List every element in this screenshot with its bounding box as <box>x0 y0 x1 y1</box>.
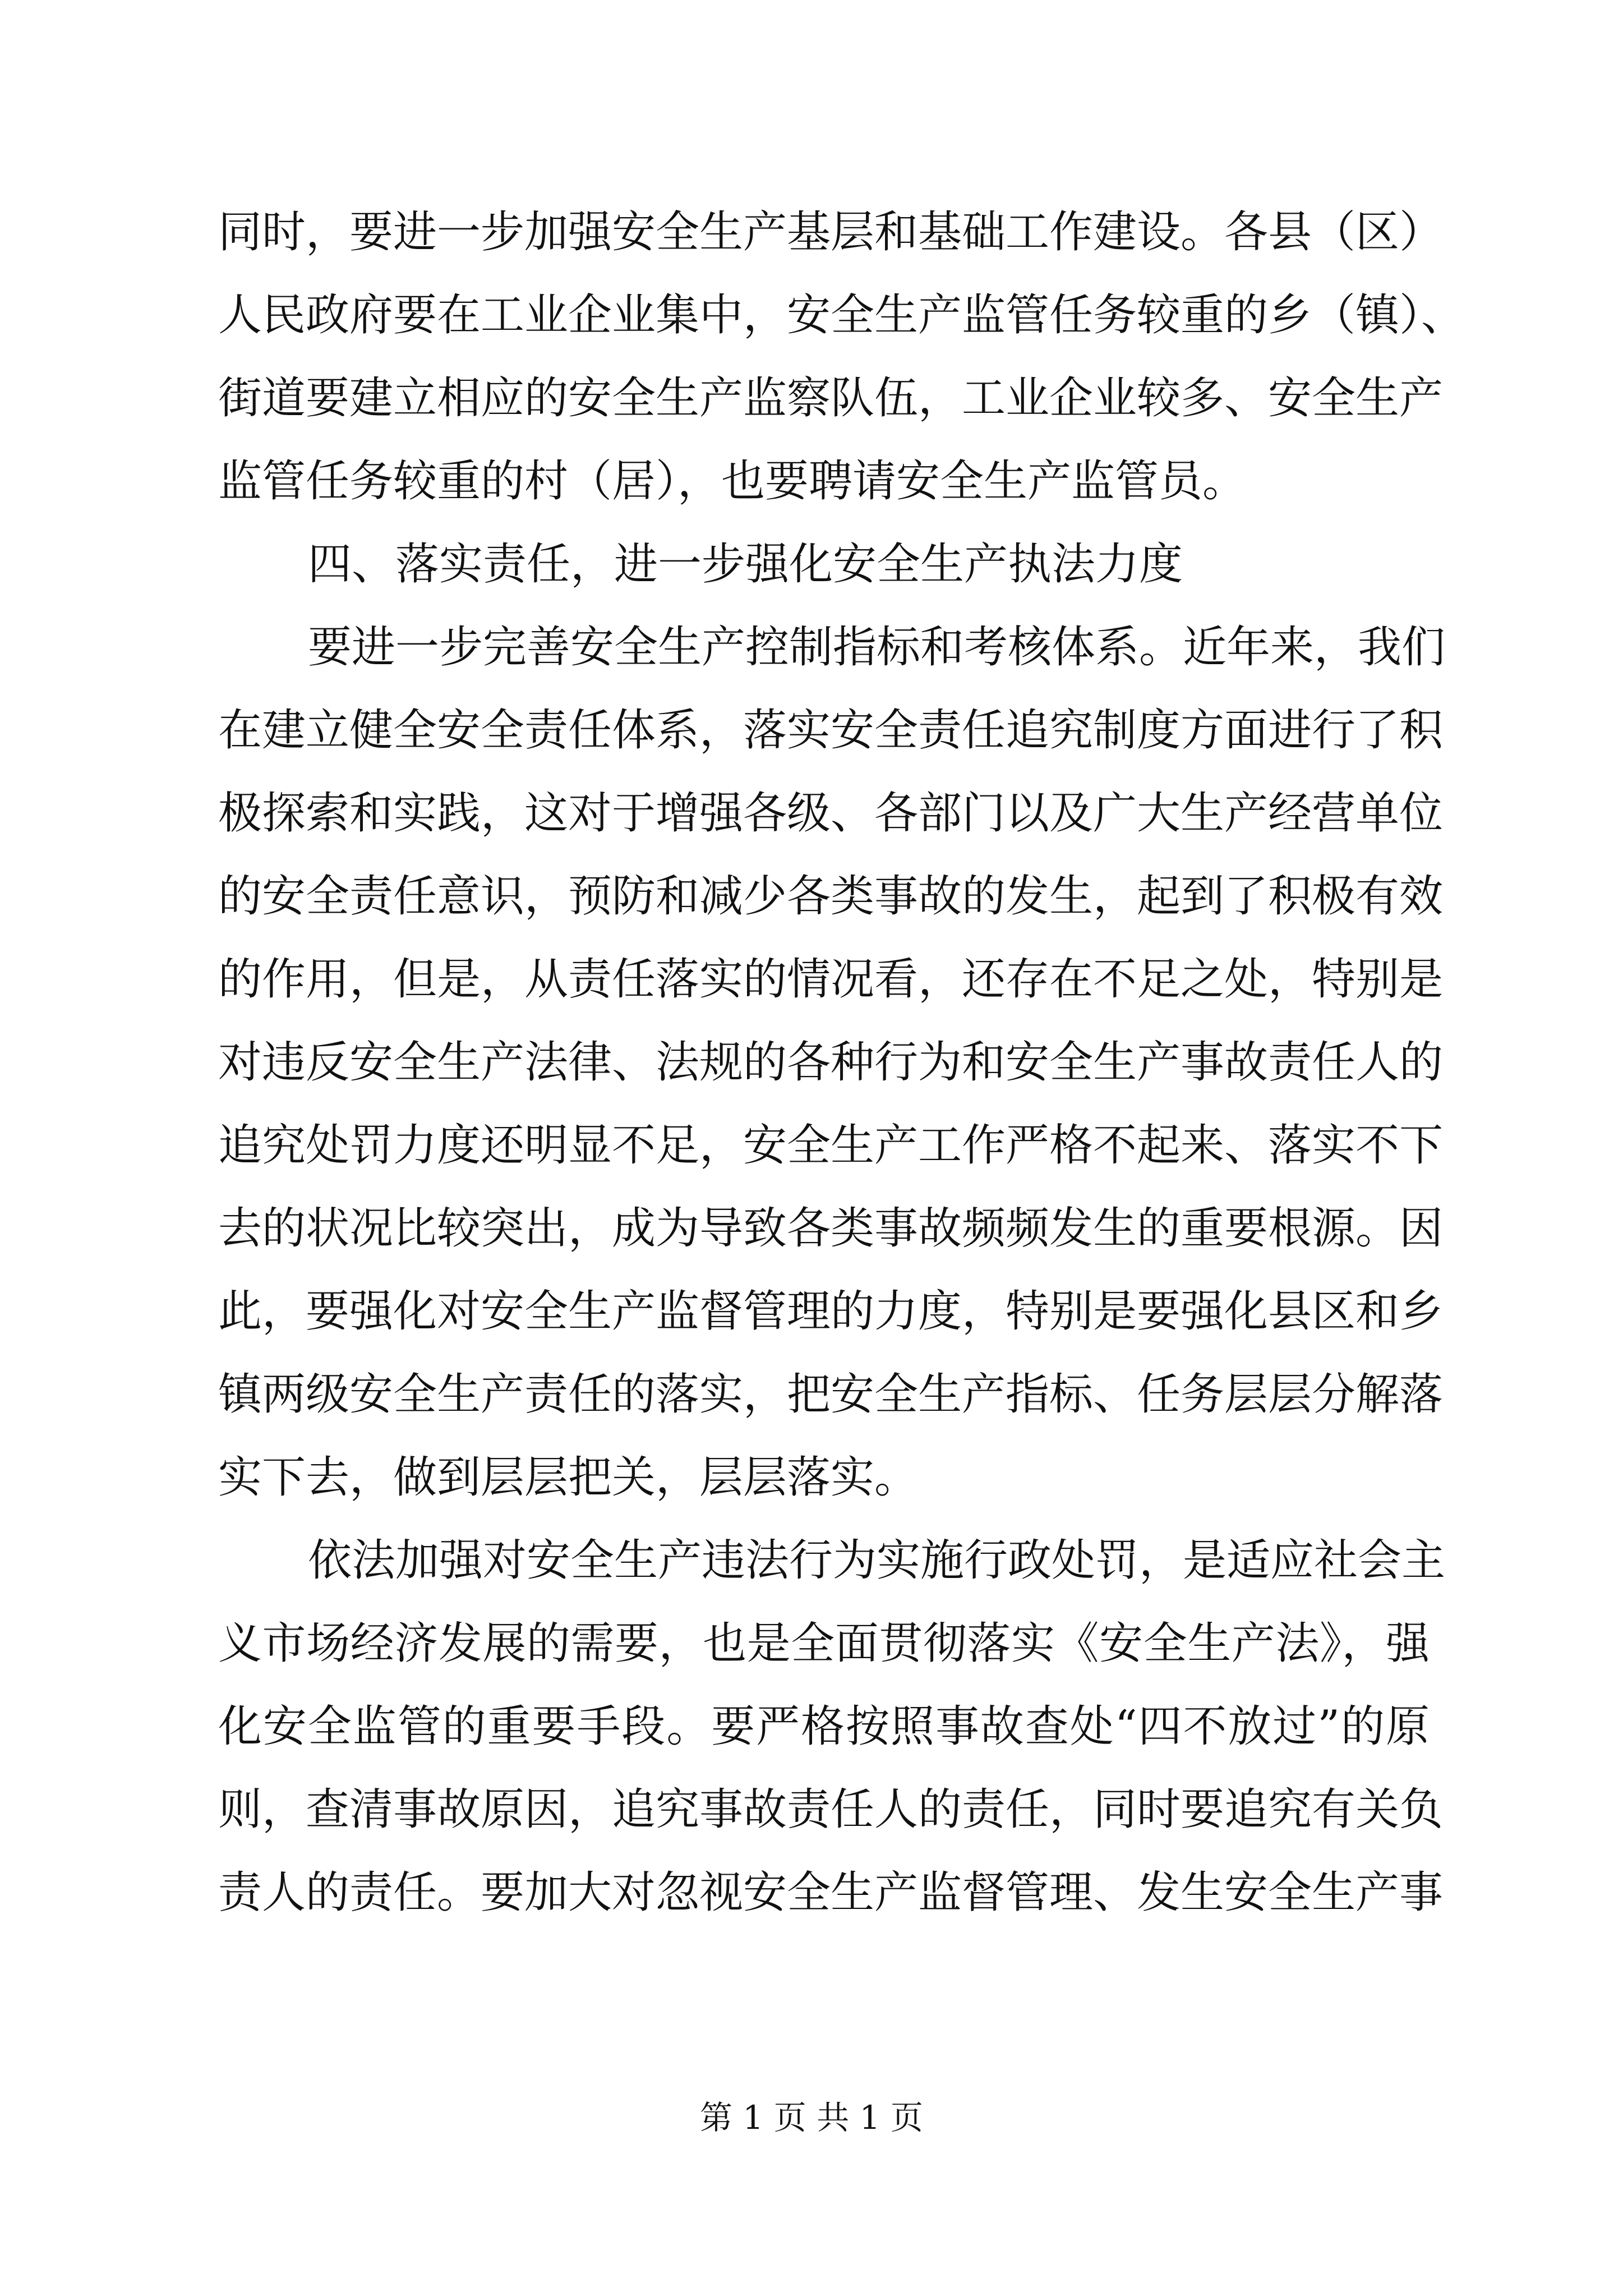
text-line: 依法加强对安全生产违法行为实施行政处罚，是适应社会主 <box>308 1535 1446 1586</box>
text-line: 极探索和实践，这对于增强各级、各部门以及广大生产经营单位 <box>218 788 1444 839</box>
section-heading: 四、落实责任，进一步强化安全生产执法力度 <box>308 539 1183 590</box>
text-line: 的作用，但是，从责任落实的情况看，还存在不足之处，特别是 <box>218 954 1444 1005</box>
text-line: 在建立健全安全责任体系，落实安全责任追究制度方面进行了积 <box>218 705 1444 756</box>
text-line: 监管任务较重的村（居），也要聘请安全生产监管员。 <box>218 456 1247 507</box>
text-line: 化安全监管的重要手段。要严格按照事故查处“四不放过”的原 <box>218 1701 1430 1752</box>
page-footer <box>0 2095 1623 2140</box>
text-line: 去的状况比较突出，成为导致各类事故频频发生的重要根源。因 <box>218 1203 1444 1254</box>
text-line: 人民政府要在工业企业集中，安全生产监管任务较重的乡（镇）、 <box>218 290 1465 341</box>
text-line: 要进一步完善安全生产控制指标和考核体系。近年来，我们 <box>308 622 1446 673</box>
document-body <box>218 191 1465 1934</box>
text-line: 义市场经济发展的需要，也是全面贯彻落实《安全生产法》，强 <box>218 1618 1430 1669</box>
text-line: 镇两级安全生产责任的落实，把安全生产指标、任务层层分解落 <box>218 1369 1444 1420</box>
text-line: 对违反安全生产法律、法规的各种行为和安全生产事故责任人的 <box>218 1037 1444 1088</box>
text-line: 的安全责任意识，预防和减少各类事故的发生，起到了积极有效 <box>218 871 1444 922</box>
text-line: 追究处罚力度还明显不足，安全生产工作严格不起来、落实不下 <box>218 1120 1444 1171</box>
text-line: 同时，要进一步加强安全生产基层和基础工作建设。各县（区） <box>218 207 1444 257</box>
text-line: 责人的责任。要加大对忽视安全生产监督管理、发生安全生产事 <box>218 1867 1444 1918</box>
text-line: 街道要建立相应的安全生产监察队伍，工业企业较多、安全生产 <box>218 373 1444 424</box>
page-number: 第 1 页 共 1 页 <box>700 2099 923 2137</box>
text-line: 实下去，做到层层把关，层层落实。 <box>218 1452 919 1503</box>
text-line: 则，查清事故原因，追究事故责任人的责任，同时要追究有关负 <box>218 1784 1444 1835</box>
text-line: 此，要强化对安全生产监督管理的力度，特别是要强化县区和乡 <box>218 1286 1444 1337</box>
